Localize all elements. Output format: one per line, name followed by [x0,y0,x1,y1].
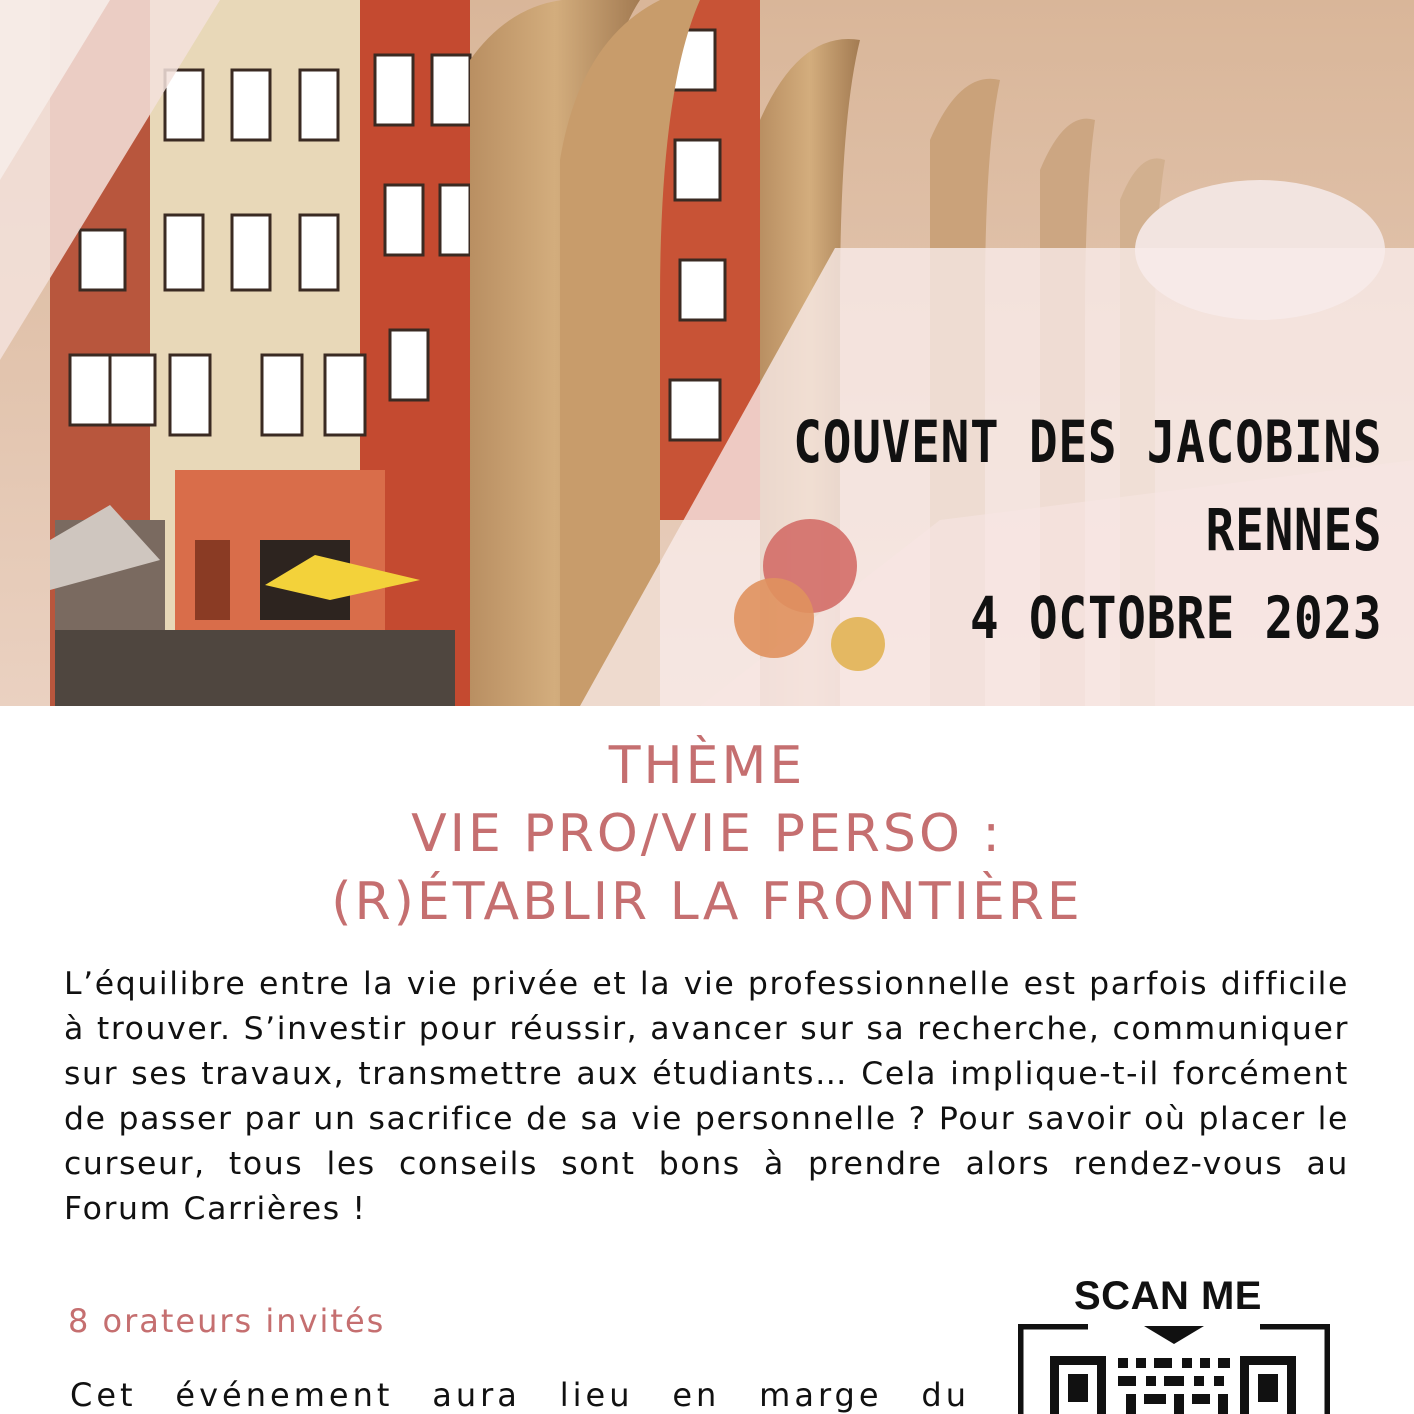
theme-title-line1: VIE PRO/VIE PERSO : [411,804,1003,864]
event-note: Cet événement aura lieu en marge du [70,1376,970,1414]
venue-info [664,398,1382,662]
speakers-count: 8 orateurs invités [68,1302,386,1340]
qr-code-icon[interactable] [1018,1324,1330,1414]
venue-city: RENNES [1205,496,1382,564]
scan-me-label: SCAN ME [1074,1274,1262,1318]
event-description: L’équilibre entre la vie privée et la vie professionnelle est parfois difficile à trouver. S’investir pour réussir, avancer sur sa recherche, communiquer sur ses travaux, transmettre aux étudiants… Cela implique-t-il forcément de passer par un sacrifice de sa vie personnelle ? Pour savoir où placer le curseur, tous les conseils sont bons à prendre alors rendez-vous au Forum Carrières ! [64,966,1349,1227]
venue-date: 4 OCTOBRE 2023 [969,584,1382,652]
theme-title-line2: (R)ÉTABLIR LA FRONTIÈRE [331,872,1083,932]
theme-heading [0,732,1414,936]
theme-label: THÈME [608,736,806,796]
hero-image [0,0,1414,706]
venue-name: COUVENT DES JACOBINS [792,408,1382,476]
